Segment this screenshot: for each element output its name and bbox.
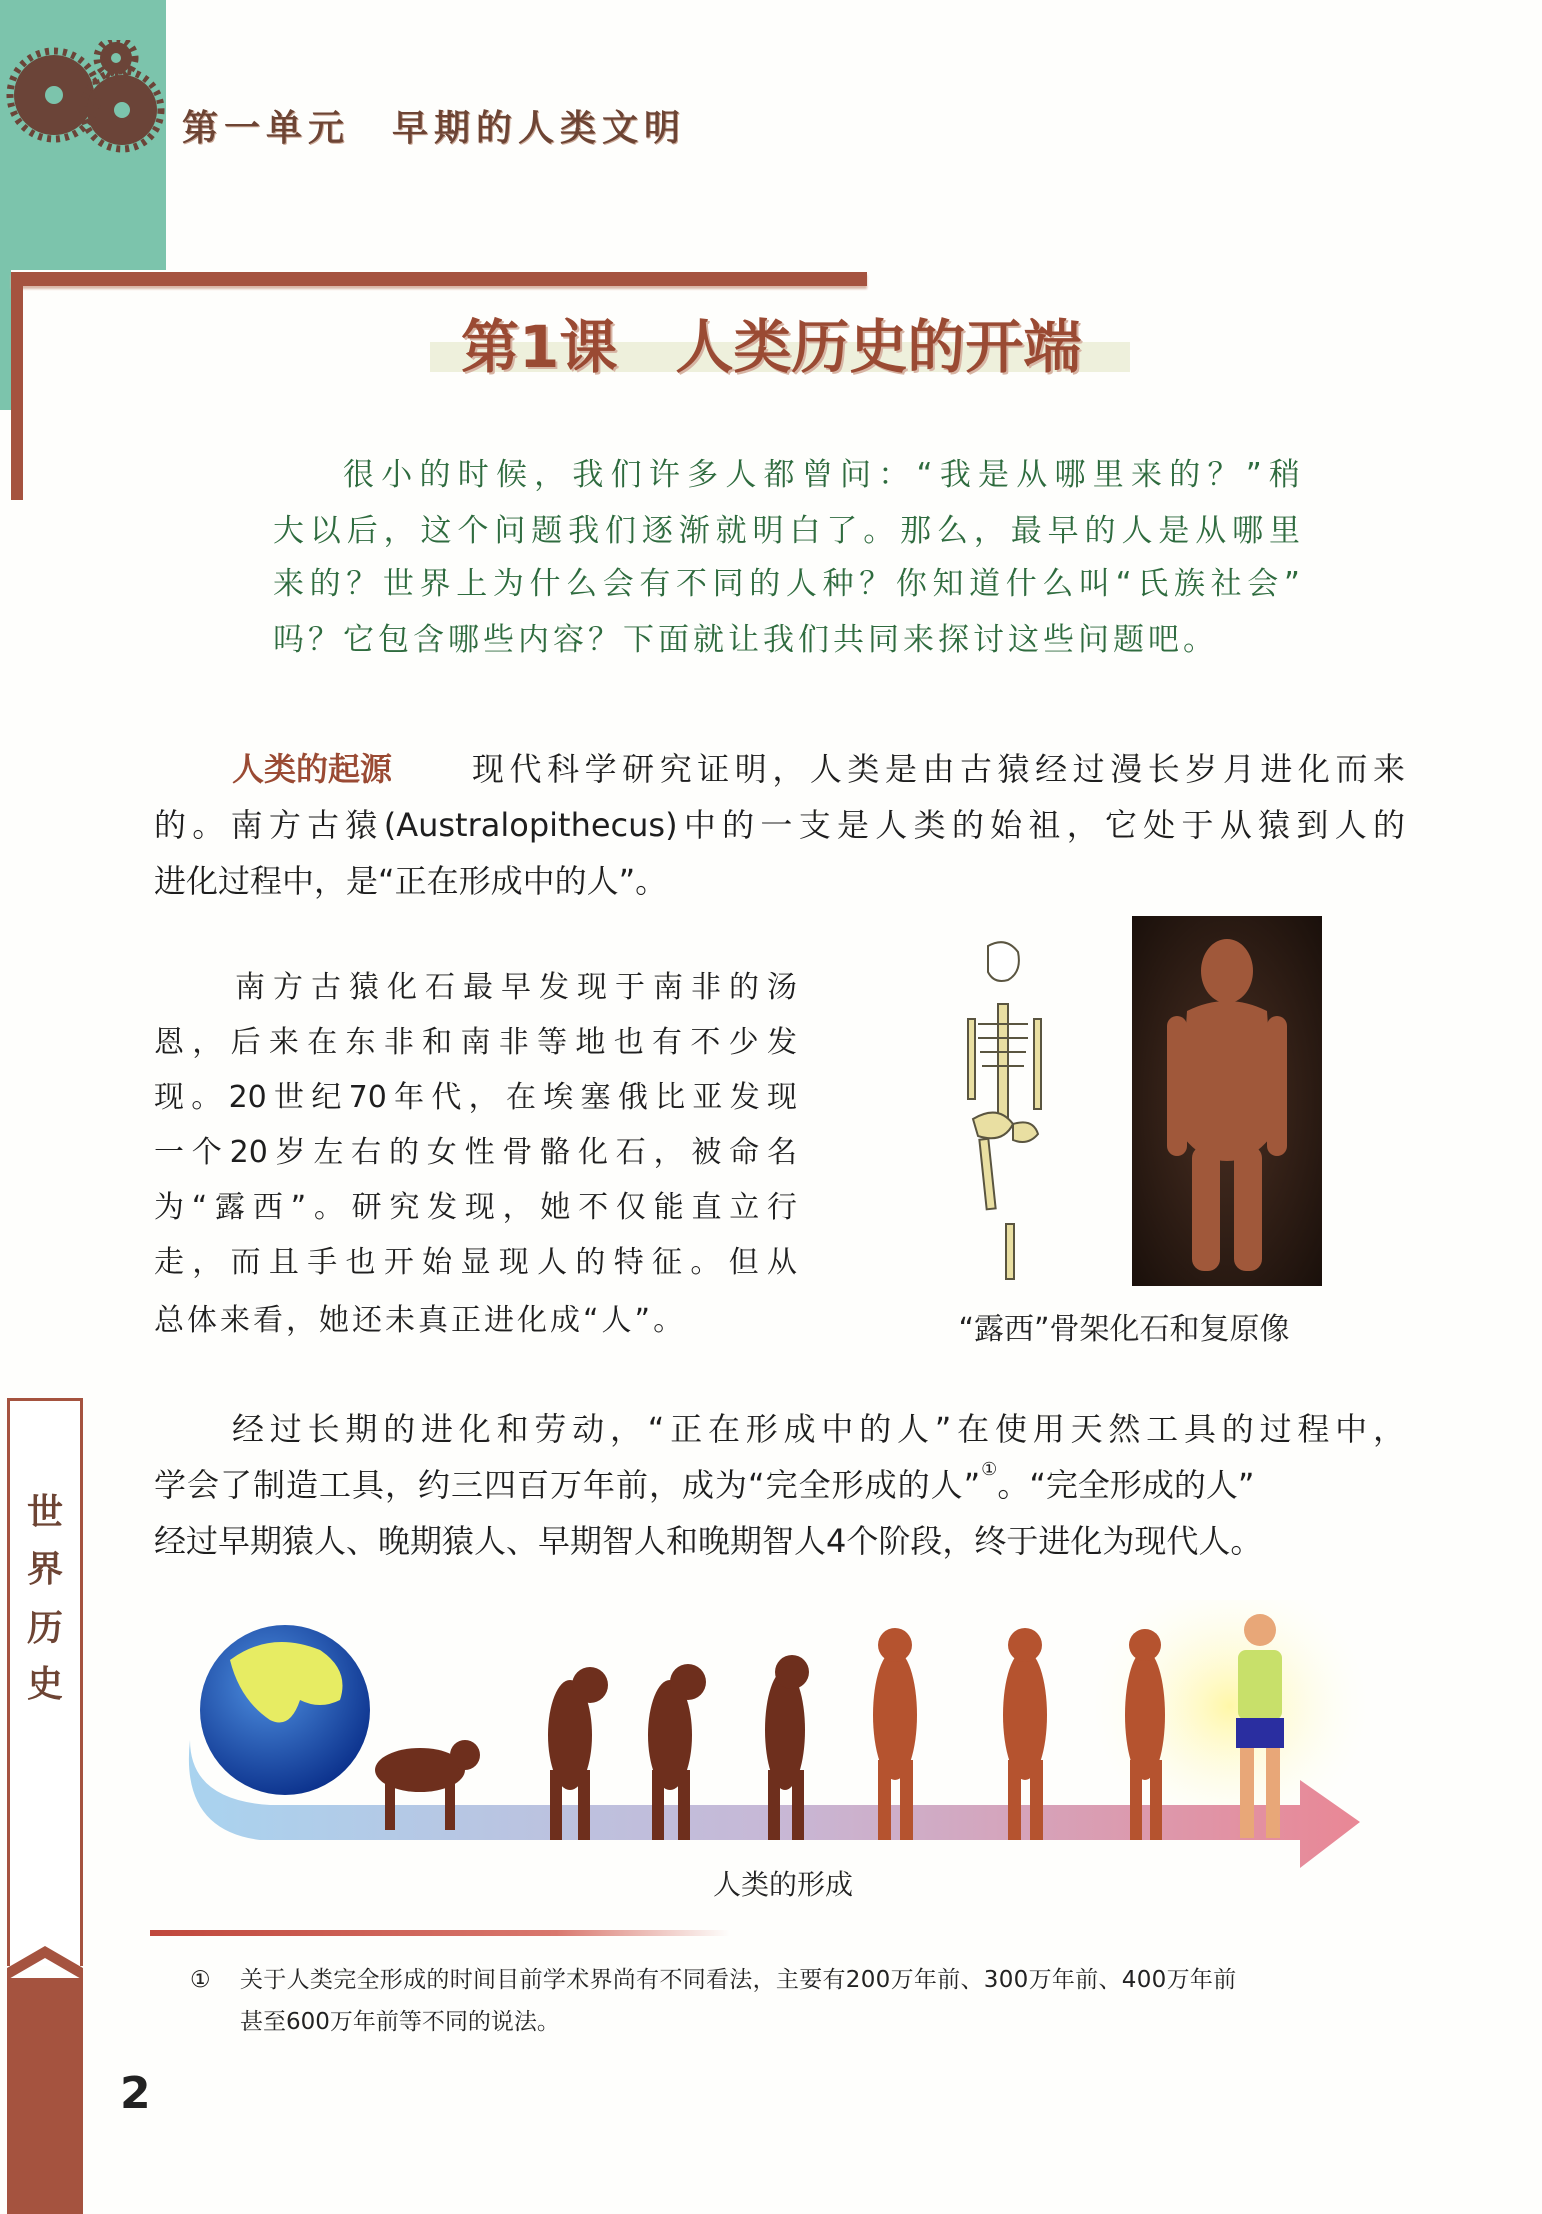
sidebar-bottom-block — [7, 1978, 83, 2214]
unit-title: 第一单元 早期的人类文明 — [182, 108, 687, 149]
body-line: 的。南方古猿(Australopithecus)中的一支是人类的始祖，它处于从猿到人的 — [154, 806, 1405, 844]
lucy-line: 恩，后来在东非和南非等地也有不少发 — [154, 1025, 797, 1060]
sidebar-char: 史 — [26, 1664, 63, 1705]
sidebar-char: 界 — [26, 1549, 63, 1590]
intro-line: 很小的时候，我们许多人都曾问：“我是从哪里来的？”稍 — [343, 457, 1300, 493]
human-evolution-image — [170, 1600, 1370, 1880]
lucy-line: 为“露西”。研究发现，她不仅能直立行 — [154, 1190, 797, 1225]
evolution-caption: 人类的形成 — [712, 1868, 853, 1901]
lucy-line: 现。20世纪70年代，在埃塞俄比亚发现 — [154, 1080, 797, 1115]
body-line: 进化过程中，是“正在形成中的人”。 — [154, 862, 668, 900]
body-text: 学会了制造工具，约三四百万年前，成为“完全形成的人” — [154, 1466, 982, 1504]
sidebar-char: 世 — [26, 1492, 63, 1533]
gears-icon — [4, 40, 174, 160]
lucy-line: 南方古猿化石最早发现于南非的汤 — [235, 970, 797, 1005]
lucy-line: 总体来看，她还未真正进化成“人”。 — [154, 1303, 687, 1338]
footnote-divider — [150, 1930, 730, 1936]
lucy-skeleton-image — [948, 934, 1078, 1286]
intro-line: 大以后，这个问题我们逐渐就明白了。那么，最早的人是从哪里 — [273, 513, 1300, 549]
sidebar-char: 历 — [26, 1608, 63, 1649]
lucy-reconstruction-image — [1132, 916, 1322, 1286]
body-text: 。“完全形成的人” — [997, 1466, 1255, 1504]
intro-line: 吗？它包含哪些内容？下面就让我们共同来探讨这些问题吧。 — [273, 622, 1218, 658]
footnote-ref[interactable]: ① — [981, 1459, 998, 1480]
section-heading: 人类的起源 — [232, 750, 393, 788]
lucy-caption: “露西”骨架化石和复原像 — [958, 1312, 1290, 1347]
footnote-line: 关于人类完全形成的时间目前学术界尚有不同看法，主要有200万年前、300万年前、400万年前 — [240, 1967, 1237, 1993]
sidebar-chevron — [7, 1940, 83, 1980]
header-green-strip — [0, 270, 11, 410]
footnote-marker: ① — [190, 1967, 211, 1993]
page-number: 2 — [120, 2068, 151, 2119]
intro-line: 来的？世界上为什么会有不同的人种？你知道什么叫“氏族社会” — [273, 566, 1300, 602]
body-line: 经过长期的进化和劳动，“正在形成中的人”在使用天然工具的过程中， — [232, 1410, 1405, 1448]
footnote-line: 甚至600万年前等不同的说法。 — [240, 2009, 560, 2035]
lucy-line: 走，而且手也开始显现人的特征。但从 — [154, 1245, 797, 1280]
body-line: 经过早期猿人、晚期猿人、早期智人和晚期智人4个阶段，终于进化为现代人。 — [154, 1522, 1263, 1560]
body-line: 现代科学研究证明，人类是由古猿经过漫长岁月进化而来 — [472, 750, 1405, 788]
lucy-line: 一个20岁左右的女性骨骼化石，被命名 — [154, 1135, 797, 1170]
left-border — [11, 272, 23, 500]
body-line — [154, 1460, 1405, 1510]
lesson-title: 第1课 人类历史的开端 — [461, 313, 1082, 381]
header-divider — [11, 272, 867, 286]
